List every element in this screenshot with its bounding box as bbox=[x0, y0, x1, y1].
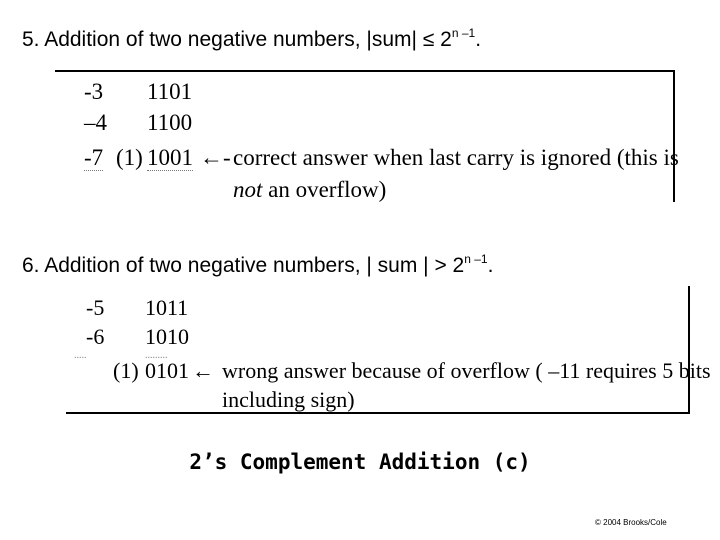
s5-note-not: not bbox=[233, 177, 263, 202]
s5-row1-binary: 1101 bbox=[147, 79, 193, 104]
s5-note-line1: correct answer when last carry is ignored (this is bbox=[233, 145, 679, 170]
s6-binary-underline: ......... bbox=[145, 350, 168, 361]
s6-row3-carry: (1) bbox=[113, 358, 139, 383]
section6-heading-exponent: n –1 bbox=[464, 252, 488, 266]
section6-heading-end: . bbox=[487, 254, 494, 277]
copyright: © 2004 Brooks/Cole bbox=[595, 518, 667, 527]
slide-title: 2’s Complement Addition (c) bbox=[189, 450, 531, 474]
section5-heading bbox=[22, 28, 481, 52]
s5-row2-decimal: –4 bbox=[84, 110, 107, 135]
s6-arrow-icon: ← bbox=[192, 358, 214, 383]
section6-heading-text: 6. Addition of two negative numbers, | sum | > 2 bbox=[22, 254, 465, 277]
s6-note-line2: including sign) bbox=[222, 387, 355, 412]
s6-row2-decimal: -6 bbox=[86, 324, 105, 349]
s5-row3-binary: 1001 bbox=[147, 145, 193, 170]
s5-arrow-icon: ←- bbox=[200, 145, 231, 170]
s5-row3-decimal: -7 bbox=[84, 145, 104, 170]
section5-heading-text: 5. Addition of two negative numbers, |sum| ≤ 2 bbox=[22, 28, 452, 51]
s5-row3-carry: (1) bbox=[116, 145, 143, 170]
section6-heading bbox=[22, 254, 493, 278]
s6-row3-binary: 0101 bbox=[145, 358, 189, 383]
s6-row1-binary: 1011 bbox=[145, 295, 189, 320]
s5-note-line2 bbox=[233, 178, 386, 201]
s6-row2-binary: 1010 bbox=[145, 324, 189, 349]
s5-row1-decimal: -3 bbox=[84, 79, 104, 104]
s5-note-rest: an overflow) bbox=[262, 177, 387, 202]
s6-note-line1: wrong answer because of overflow ( –11 requires 5 bits bbox=[222, 358, 711, 383]
section5-heading-end: . bbox=[475, 28, 482, 51]
s6-underline-marks: ..... bbox=[74, 350, 87, 361]
section5-heading-exponent: n –1 bbox=[451, 26, 476, 40]
s5-row2-binary: 1100 bbox=[147, 110, 193, 135]
s6-row1-decimal: -5 bbox=[86, 295, 105, 320]
